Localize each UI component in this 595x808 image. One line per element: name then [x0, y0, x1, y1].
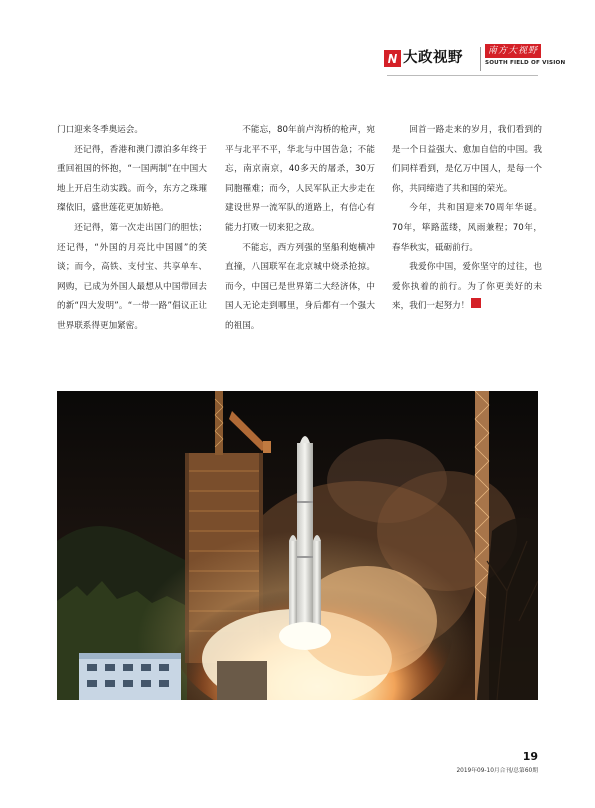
header-rule: [387, 75, 538, 76]
paragraph: 不能忘，西方列强的坚船利炮横冲直撞，八国联军在北京城中烧杀抢掠。而今，中国已是世界第二大经济体，中国人无论走到哪里，身后都有一个强大的祖国。: [225, 242, 375, 331]
section-title: 大政视野: [403, 50, 463, 66]
paragraph-text: 我爱你中国，爱你坚守的过往，也爱你执着的前行。为了你更美好的未来，我们一起努力！: [392, 262, 542, 312]
paragraph: 不能忘，80年前卢沟桥的枪声，宛平与北平不平，华北与中国告急；不能忘，南京南京，40多天的屠杀，30万同胞罹难；而今，人民军队正大步走在建设世界一流军队的道路上，有信心有能力打败一切来犯之敌。: [225, 125, 375, 233]
paragraph: 门口迎来冬季奥运会。: [57, 125, 143, 135]
paragraph-final: [392, 258, 542, 317]
header-divider: [480, 47, 481, 71]
publication-subtitle: SOUTH FIELD OF VISION: [485, 60, 566, 66]
text-column-3: [392, 121, 542, 317]
n-end-mark-icon: [471, 298, 481, 308]
n-logo-icon: [384, 50, 401, 67]
paragraph: 回首一路走来的岁月，我们看到的是一个日益强大、愈加自信的中国。我们同样看到，是亿万中国人，是每一个你，共同缔造了共和国的荣光。: [392, 125, 542, 194]
paragraph: 还记得，香港和澳门漂泊多年终于重回祖国的怀抱，“一国两制”在中国大地上开启生动实践。而今，东方之珠璀璨依旧，盛世莲花更加娇艳。: [57, 144, 207, 214]
paragraph: 还记得，第一次走出国门的胆怯；还记得，“外国的月亮比中国圆”的笑谈；而今，高铁、支付宝、共享单车、网购，已成为外国人最想从中国带回去的新“四大发明”。“一带一路”倡议正让世界联系得更加紧密。: [57, 222, 207, 331]
rocket-launch-photo: [57, 391, 538, 700]
text-column-1: [57, 121, 207, 337]
magazine-header: [384, 44, 566, 74]
page-number: 19: [522, 750, 538, 763]
issue-info: 2019年09-10月合刊/总第60期: [456, 768, 538, 774]
publication-name: 南方大视野: [485, 44, 541, 58]
paragraph: 今年，共和国迎来70周年华诞。70年，筚路蓝缕，风雨兼程；70年，春华秋实，砥砺前行。: [392, 203, 542, 253]
text-column-2: [225, 121, 375, 337]
